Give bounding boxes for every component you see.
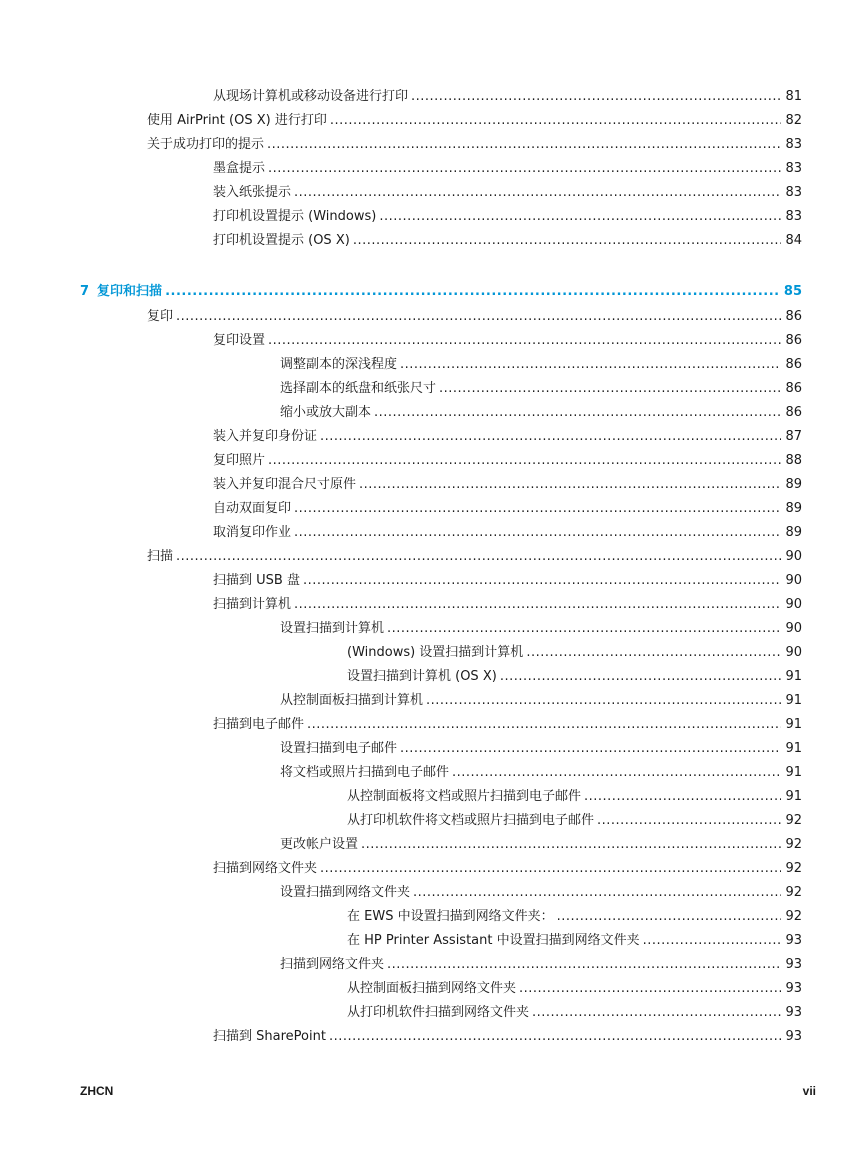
dot-leader xyxy=(294,523,781,543)
toc-entry[interactable] xyxy=(347,667,802,687)
toc-entry[interactable] xyxy=(213,451,802,471)
toc-entry-label: 将文档或照片扫描到电子邮件 xyxy=(280,765,450,780)
toc-entry[interactable] xyxy=(213,499,802,519)
toc-entry-label: (Windows) 设置扫描到计算机 xyxy=(347,645,524,660)
toc-entry-label: 扫描到 SharePoint xyxy=(213,1029,326,1044)
toc-entry[interactable] xyxy=(213,183,802,203)
dot-leader xyxy=(359,475,781,495)
toc-entry[interactable] xyxy=(280,379,802,399)
toc-page-number: 91 xyxy=(785,717,802,732)
toc-entry[interactable] xyxy=(213,715,802,735)
toc-entry-label: 使用 AirPrint (OS X) 进行打印 xyxy=(147,113,327,128)
dot-leader xyxy=(439,379,781,399)
dot-leader xyxy=(519,979,781,999)
dot-leader xyxy=(597,811,781,831)
dot-leader xyxy=(500,667,782,687)
toc-page-number: 81 xyxy=(785,89,802,104)
toc-page-number: 89 xyxy=(785,501,802,516)
toc-page-number: 92 xyxy=(785,813,802,828)
toc-entry[interactable] xyxy=(147,547,802,567)
dot-leader xyxy=(303,571,782,591)
toc-entry[interactable] xyxy=(280,883,802,903)
toc-entry-label: 缩小或放大副本 xyxy=(280,405,372,420)
dot-leader xyxy=(387,955,781,975)
toc-entry-label: 从打印机软件扫描到网络文件夹 xyxy=(347,1005,530,1020)
toc-page-number: 91 xyxy=(785,669,802,684)
toc-entry-label: 扫描到电子邮件 xyxy=(213,717,305,732)
toc-page-number: 93 xyxy=(785,1029,802,1044)
toc-page-number: 86 xyxy=(785,405,802,420)
toc-entry-label: 在 HP Printer Assistant 中设置扫描到网络文件夹 xyxy=(347,933,640,948)
toc-chapter-entry[interactable] xyxy=(80,282,802,302)
toc-entry[interactable] xyxy=(347,931,802,951)
toc-entry[interactable] xyxy=(347,643,802,663)
toc-page-number: 92 xyxy=(785,909,802,924)
toc-entry[interactable] xyxy=(280,835,802,855)
dot-leader xyxy=(400,355,781,375)
toc-entry-label: 设置扫描到计算机 (OS X) xyxy=(347,669,497,684)
toc-entry[interactable] xyxy=(147,111,802,131)
toc-entry[interactable] xyxy=(347,1003,802,1023)
dot-leader xyxy=(268,159,781,179)
toc-entry-label: 扫描到 USB 盘 xyxy=(213,573,300,588)
toc-page-number: 92 xyxy=(785,861,802,876)
toc-entry[interactable] xyxy=(213,1027,802,1047)
dot-leader xyxy=(268,331,781,351)
toc-entry[interactable] xyxy=(280,619,802,639)
toc-entry-label: 打印机设置提示 (Windows) xyxy=(213,209,377,224)
toc-entry-label: 从打印机软件将文档或照片扫描到电子邮件 xyxy=(347,813,595,828)
toc-page-number: 92 xyxy=(785,837,802,852)
toc-entry[interactable] xyxy=(347,979,802,999)
toc-page-number: 87 xyxy=(785,429,802,444)
toc-entry-label: 装入并复印混合尺寸原件 xyxy=(213,477,357,492)
toc-page-number: 93 xyxy=(785,981,802,996)
toc-page-number: 91 xyxy=(785,741,802,756)
toc-entry[interactable] xyxy=(147,135,802,155)
dot-leader xyxy=(411,87,781,107)
toc-page-number: 86 xyxy=(785,381,802,396)
toc-page-number: 91 xyxy=(785,765,802,780)
toc-entry[interactable] xyxy=(347,907,802,927)
toc-entry-label: 扫描到网络文件夹 xyxy=(280,957,385,972)
footer-language-code: ZHCN xyxy=(80,1084,114,1098)
toc-page-number: 92 xyxy=(785,885,802,900)
toc-entry[interactable] xyxy=(147,307,802,327)
toc-entry-label: 复印照片 xyxy=(213,453,266,468)
dot-leader xyxy=(413,883,781,903)
toc-entry[interactable] xyxy=(280,355,802,375)
dot-leader xyxy=(176,307,781,327)
toc-page-number: 90 xyxy=(785,645,802,660)
footer-page-number: vii xyxy=(802,1084,816,1098)
dot-leader xyxy=(452,763,781,783)
toc-page-number: 93 xyxy=(785,957,802,972)
toc-entry[interactable] xyxy=(213,571,802,591)
dot-leader xyxy=(330,111,782,131)
toc-entry-label: 从现场计算机或移动设备进行打印 xyxy=(213,89,409,104)
dot-leader xyxy=(294,183,781,203)
toc-page-number: 83 xyxy=(785,185,802,200)
toc-page-number: 85 xyxy=(783,284,802,299)
toc-entry[interactable] xyxy=(213,207,802,227)
chapter-title: 复印和扫描 xyxy=(97,284,163,299)
dot-leader xyxy=(320,859,781,879)
toc-entry[interactable] xyxy=(213,427,802,447)
dot-leader xyxy=(294,595,781,615)
toc-page-number: 83 xyxy=(785,137,802,152)
toc-entry[interactable] xyxy=(347,811,802,831)
toc-entry[interactable] xyxy=(280,763,802,783)
toc-page-number: 90 xyxy=(785,549,802,564)
toc-entry-label: 从控制面板扫描到网络文件夹 xyxy=(347,981,517,996)
toc-page-number: 88 xyxy=(785,453,802,468)
toc-entry[interactable] xyxy=(213,595,802,615)
dot-leader xyxy=(361,835,781,855)
toc-entry-label: 复印 xyxy=(147,309,174,324)
dot-leader xyxy=(176,547,781,567)
dot-leader xyxy=(400,739,781,759)
toc-entry-label: 选择副本的纸盘和纸张尺寸 xyxy=(280,381,437,396)
toc-entry-label: 设置扫描到计算机 xyxy=(280,621,385,636)
toc-page-number: 84 xyxy=(785,233,802,248)
toc-page-number: 86 xyxy=(785,309,802,324)
toc-entry-label: 设置扫描到网络文件夹 xyxy=(280,885,411,900)
dot-leader xyxy=(353,231,782,251)
dot-leader xyxy=(165,282,780,302)
toc-entry-label: 更改帐户设置 xyxy=(280,837,359,852)
toc-page-number: 86 xyxy=(785,357,802,372)
toc-entry[interactable] xyxy=(213,231,802,251)
chapter-number: 7 xyxy=(80,284,90,299)
toc-page-number: 83 xyxy=(785,161,802,176)
dot-leader xyxy=(426,691,781,711)
toc-page-number: 91 xyxy=(785,789,802,804)
toc-entry[interactable] xyxy=(280,739,802,759)
toc-entry[interactable] xyxy=(213,523,802,543)
toc-entry[interactable] xyxy=(280,691,802,711)
toc-entry-label: 装入纸张提示 xyxy=(213,185,292,200)
toc-page-number: 91 xyxy=(785,693,802,708)
toc-entry[interactable] xyxy=(213,159,802,179)
toc-entry-label: 装入并复印身份证 xyxy=(213,429,318,444)
dot-leader xyxy=(584,787,781,807)
toc-entry[interactable] xyxy=(213,475,802,495)
toc-page-number: 86 xyxy=(785,333,802,348)
toc-page-number: 93 xyxy=(785,1005,802,1020)
toc-entry-label: 设置扫描到电子邮件 xyxy=(280,741,398,756)
dot-leader xyxy=(379,207,781,227)
dot-leader xyxy=(294,499,781,519)
toc-entry-label: 取消复印作业 xyxy=(213,525,292,540)
toc-entry[interactable] xyxy=(280,955,802,975)
dot-leader xyxy=(320,427,781,447)
dot-leader xyxy=(532,1003,781,1023)
toc-page-number: 93 xyxy=(785,933,802,948)
toc-entry-label: 自动双面复印 xyxy=(213,501,292,516)
toc-entry[interactable] xyxy=(213,859,802,879)
dot-leader xyxy=(643,931,782,951)
toc-entry-label: 在 EWS 中设置扫描到网络文件夹： xyxy=(347,909,554,924)
dot-leader xyxy=(526,643,781,663)
dot-leader xyxy=(268,451,781,471)
toc-entry-label: 调整副本的深浅程度 xyxy=(280,357,398,372)
toc-entry-label: 关于成功打印的提示 xyxy=(147,137,265,152)
toc-page-number: 89 xyxy=(785,525,802,540)
toc-entry-label: 扫描到网络文件夹 xyxy=(213,861,318,876)
toc-entry-label: 打印机设置提示 (OS X) xyxy=(213,233,350,248)
dot-leader xyxy=(329,1027,782,1047)
toc-page-number: 89 xyxy=(785,477,802,492)
toc-entry[interactable] xyxy=(347,787,802,807)
toc-entry-label: 复印设置 xyxy=(213,333,266,348)
dot-leader xyxy=(307,715,781,735)
toc-page-number: 90 xyxy=(785,573,802,588)
dot-leader xyxy=(387,619,781,639)
toc-page-number: 90 xyxy=(785,621,802,636)
toc-page-number: 83 xyxy=(785,209,802,224)
toc-entry[interactable] xyxy=(213,331,802,351)
toc-entry[interactable] xyxy=(213,87,802,107)
dot-leader xyxy=(374,403,781,423)
dot-leader xyxy=(557,907,782,927)
toc-entry-label: 扫描 xyxy=(147,549,174,564)
toc-entry[interactable] xyxy=(280,403,802,423)
toc-page-number: 82 xyxy=(785,113,802,128)
dot-leader xyxy=(267,135,781,155)
toc-entry-label: 墨盒提示 xyxy=(213,161,266,176)
toc-entry-label: 扫描到计算机 xyxy=(213,597,292,612)
toc-page-number: 90 xyxy=(785,597,802,612)
toc-entry-label: 从控制面板将文档或照片扫描到电子邮件 xyxy=(347,789,582,804)
toc-entry-label: 从控制面板扫描到计算机 xyxy=(280,693,424,708)
